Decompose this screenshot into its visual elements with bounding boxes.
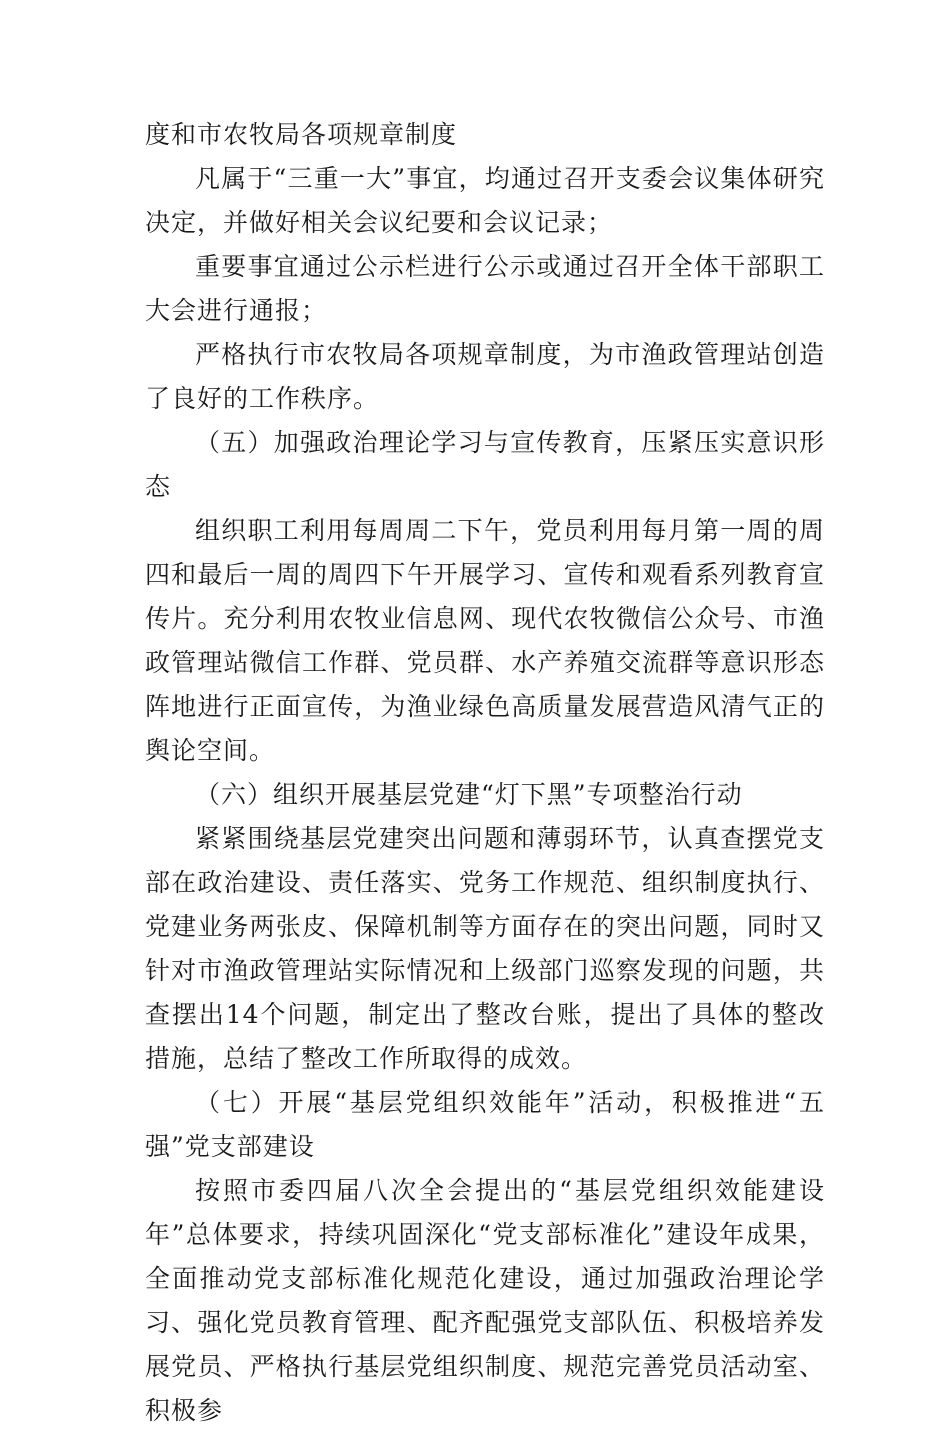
paragraph-study-propaganda: 组织职工利用每周周二下午，党员利用每月第一周的周四和最后一周的周四下午开展学习、宣传和观看系列教育宣传片。充分利用农牧业信息网、现代农牧微信公众号、市渔政管理站微信工作群、党员群、水产养殖交流群等意识形态阵地进行正面宣传，为渔业绿色高质量发展营造风清气正的舆论空间。 <box>145 516 825 765</box>
section-heading-7: （七）开展“基层党组织效能年”活动，积极推进“五强”党支部建设 <box>145 1088 825 1161</box>
document-page <box>145 113 825 1433</box>
paragraph-efficiency-year: 按照市委四届八次全会提出的“基层党组织效能建设年”总体要求，持续巩固深化“党支部标准化”建设年成果，全面推动党支部标准化规范化建设，通过加强政治理论学习、强化党员教育管理、配齐配强党支部队伍、积极培养发展党员、严格执行基层党组织制度、规范完善党员活动室、积极参 <box>145 1176 825 1425</box>
section-heading-6: （六）组织开展基层党建“灯下黑”专项整治行动 <box>195 780 743 809</box>
paragraph-three-major-one-big: 凡属于“三重一大”事宜，均通过召开支委会议集体研究决定，并做好相关会议纪要和会议记录； <box>145 164 825 237</box>
paragraph-rectification: 紧紧围绕基层党建突出问题和薄弱环节，认真查摆党支部在政治建设、责任落实、党务工作规范、组织制度执行、党建业务两张皮、保障机制等方面存在的突出问题，同时又针对市渔政管理站实际情况和上级部门巡察发现的问题，共查摆出14个问题，制定出了整改台账，提出了具体的整改措施，总结了整改工作所取得的成效。 <box>145 824 825 1073</box>
paragraph-rules-order: 严格执行市农牧局各项规章制度，为市渔政管理站创造了良好的工作秩序。 <box>145 340 825 413</box>
paragraph-continuation: 度和市农牧局各项规章制度 <box>145 120 458 149</box>
paragraph-public-notice: 重要事宜通过公示栏进行公示或通过召开全体干部职工大会进行通报； <box>145 252 825 325</box>
section-heading-5: （五）加强政治理论学习与宣传教育，压紧压实意识形态 <box>145 428 825 501</box>
